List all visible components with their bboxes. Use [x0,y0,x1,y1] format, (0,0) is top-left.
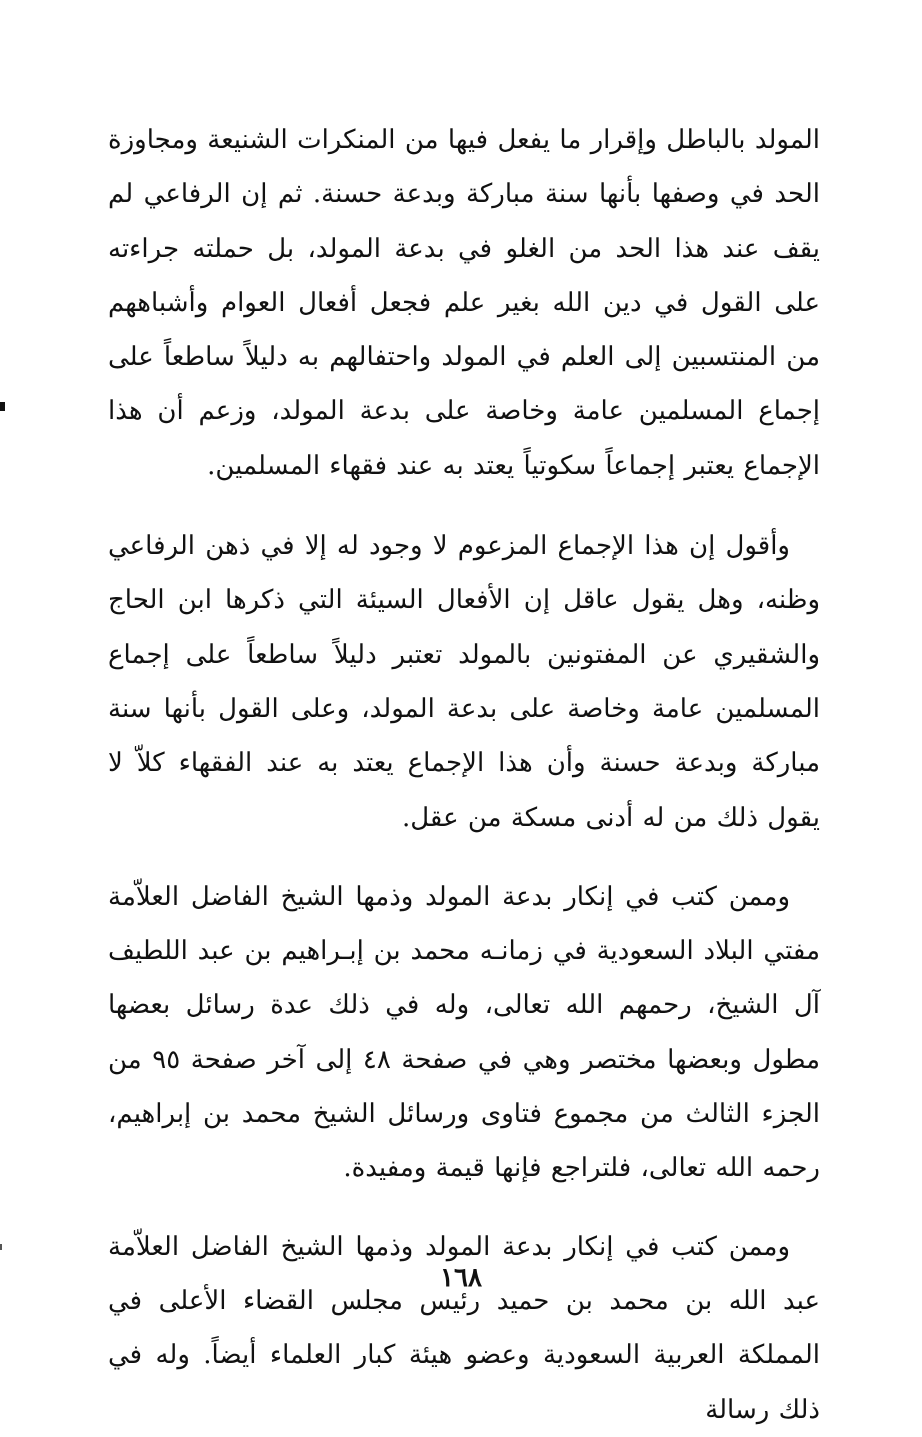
paragraph-3: وممن كتب في إنكار بدعة المولد وذمها الشيخ الفاضل العلاّمة مفتي البلاد السعودية في زمانـه محمد بن إبـراهيم بن عبد اللطيف آل الشيخ، رحمهم الله تعالى، وله في ذلك عدة رسائل بعضها مطول وبعضها مختصر وهي في صفحة ٤٨ إلى آخر صفحة ٩٥ من الجزء الثالث من مجموع فتاوى ورسائل الشيخ محمد بن إبراهيم، رحمه الله تعالى، فلتراجع فإنها قيمة ومفيدة. [108,881,821,1184]
paragraph-1: المولد بالباطل وإقرار ما يفعل فيها من المنكرات الشنيعة ومجاوزة الحد في وصفها بأنها سنة مباركة وبدعة حسنة. ثم إن الرفاعي لم يقف عند هذا الحد من الغلو في بدعة المولد، بل حملته جراءته على القول في دين الله بغير علم فجعل أفعال العوام وأشباههم من المنتسبين إلى العلم في المولد واحتفالهم به دليلاً ساطعاً على إجماع المسلمين عامة وخاصة على بدعة المولد، وزعم أن هذا الإجماع يعتبر إجماعاً سكوتياً يعتد به عند فقهاء المسلمين. [108,125,820,481]
page-number: ١٦٨ [440,1263,482,1293]
paragraph-4: وممن كتب في إنكار بدعة المولد وذمها الشيخ الفاضل العلاّمة عبد الله بن محمد بن حميد رئيس مجلس القضاء الأعلى في المملكة العربية السعودية وعضو هيئة كبار العلماء أيضاً. وله في ذلك رسالة [108,1231,820,1425]
paragraph-2: وأقول إن هذا الإجماع المزعوم لا وجود له إلا في ذهن الرفاعي وظنه، وهل يقول عاقل إن الأفعال السيئة التي ذكرها ابن الحاج والشقيري عن المفتونين بالمولد تعتبر دليلاً ساطعاً على إجماع المسلمين عامة وخاصة على بدعة المولد، وعلى القول بأنها سنة مباركة وبدعة حسنة وأن هذا الإجماع يعتد به عند الفقهاء كلاّ لا يقول ذلك من له أدنى مسكة من عقل. [108,531,820,833]
body-text [108,113,820,1437]
scan-margin-mark [0,402,5,411]
scan-margin-mark [0,1244,2,1250]
